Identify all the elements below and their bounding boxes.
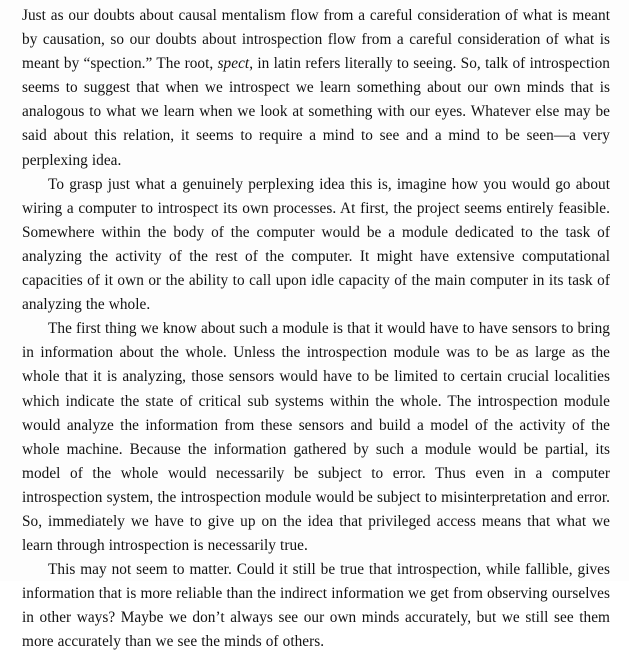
text-run: Just as our doubts about causal mentalism flow from a careful consideration of what is meant by causation, so our doubts about introspection flow from a careful consideration of what is meant by “spection.” The root, xyxy=(22,7,610,73)
text-run: , in latin refers literally to seeing. So, talk of introspection seems to suggest that when we introspect we learn something about our own minds that is analogous to what we learn when we look at something with our eyes. Whatever else may be said about this relation, it seems to require a mind to see and a mind to be seen—a very perplexing idea. xyxy=(22,55,610,169)
paragraph-3 xyxy=(22,317,610,558)
text-column xyxy=(22,4,610,655)
paragraph-1 xyxy=(22,4,610,173)
paragraph-4 xyxy=(22,558,610,654)
text-run: The first thing we know about such a module is that it would have to have sensors to bring in information about the whole. Unless the introspection module was to be as large as the whole that it is analyzing, those sensors would have to be limited to certain crucial localities which indicate the state of critical sub systems within the whole. The introspection module would analyze the information from these sensors and build a model of the activity of the whole machine. Because the information gathered by such a module would be partial, its model of the whole would necessarily be subject to error. Thus even in a computer introspection system, the introspection module would be subject to misinterpretation and error. So, immediately we have to give up on the idea that privileged access means that what we learn through introspection is necessarily true. xyxy=(22,320,610,555)
text-run: To grasp just what a genuinely perplexing idea this is, imagine how you would go about wiring a computer to introspect its own processes. At first, the project seems entirely feasible. Somewhere within the body of the computer would be a module dedicated to the task of analyzing the activity of the rest of the computer. It might have extensive computational capacities of it own or the ability to call upon idle capacity of the main computer in its task of analyzing the whole. xyxy=(22,175,610,314)
text-run: This may not seem to matter. Could it still be true that introspection, while fallible, gives information that is more reliable than the indirect information we get from observing ourselves in other ways? Maybe we don’t always see our own minds accurately, but we still see them more accurately than we see the minds of others. xyxy=(22,561,610,651)
italic-term: spect xyxy=(217,55,250,73)
paragraph-2 xyxy=(22,173,610,318)
